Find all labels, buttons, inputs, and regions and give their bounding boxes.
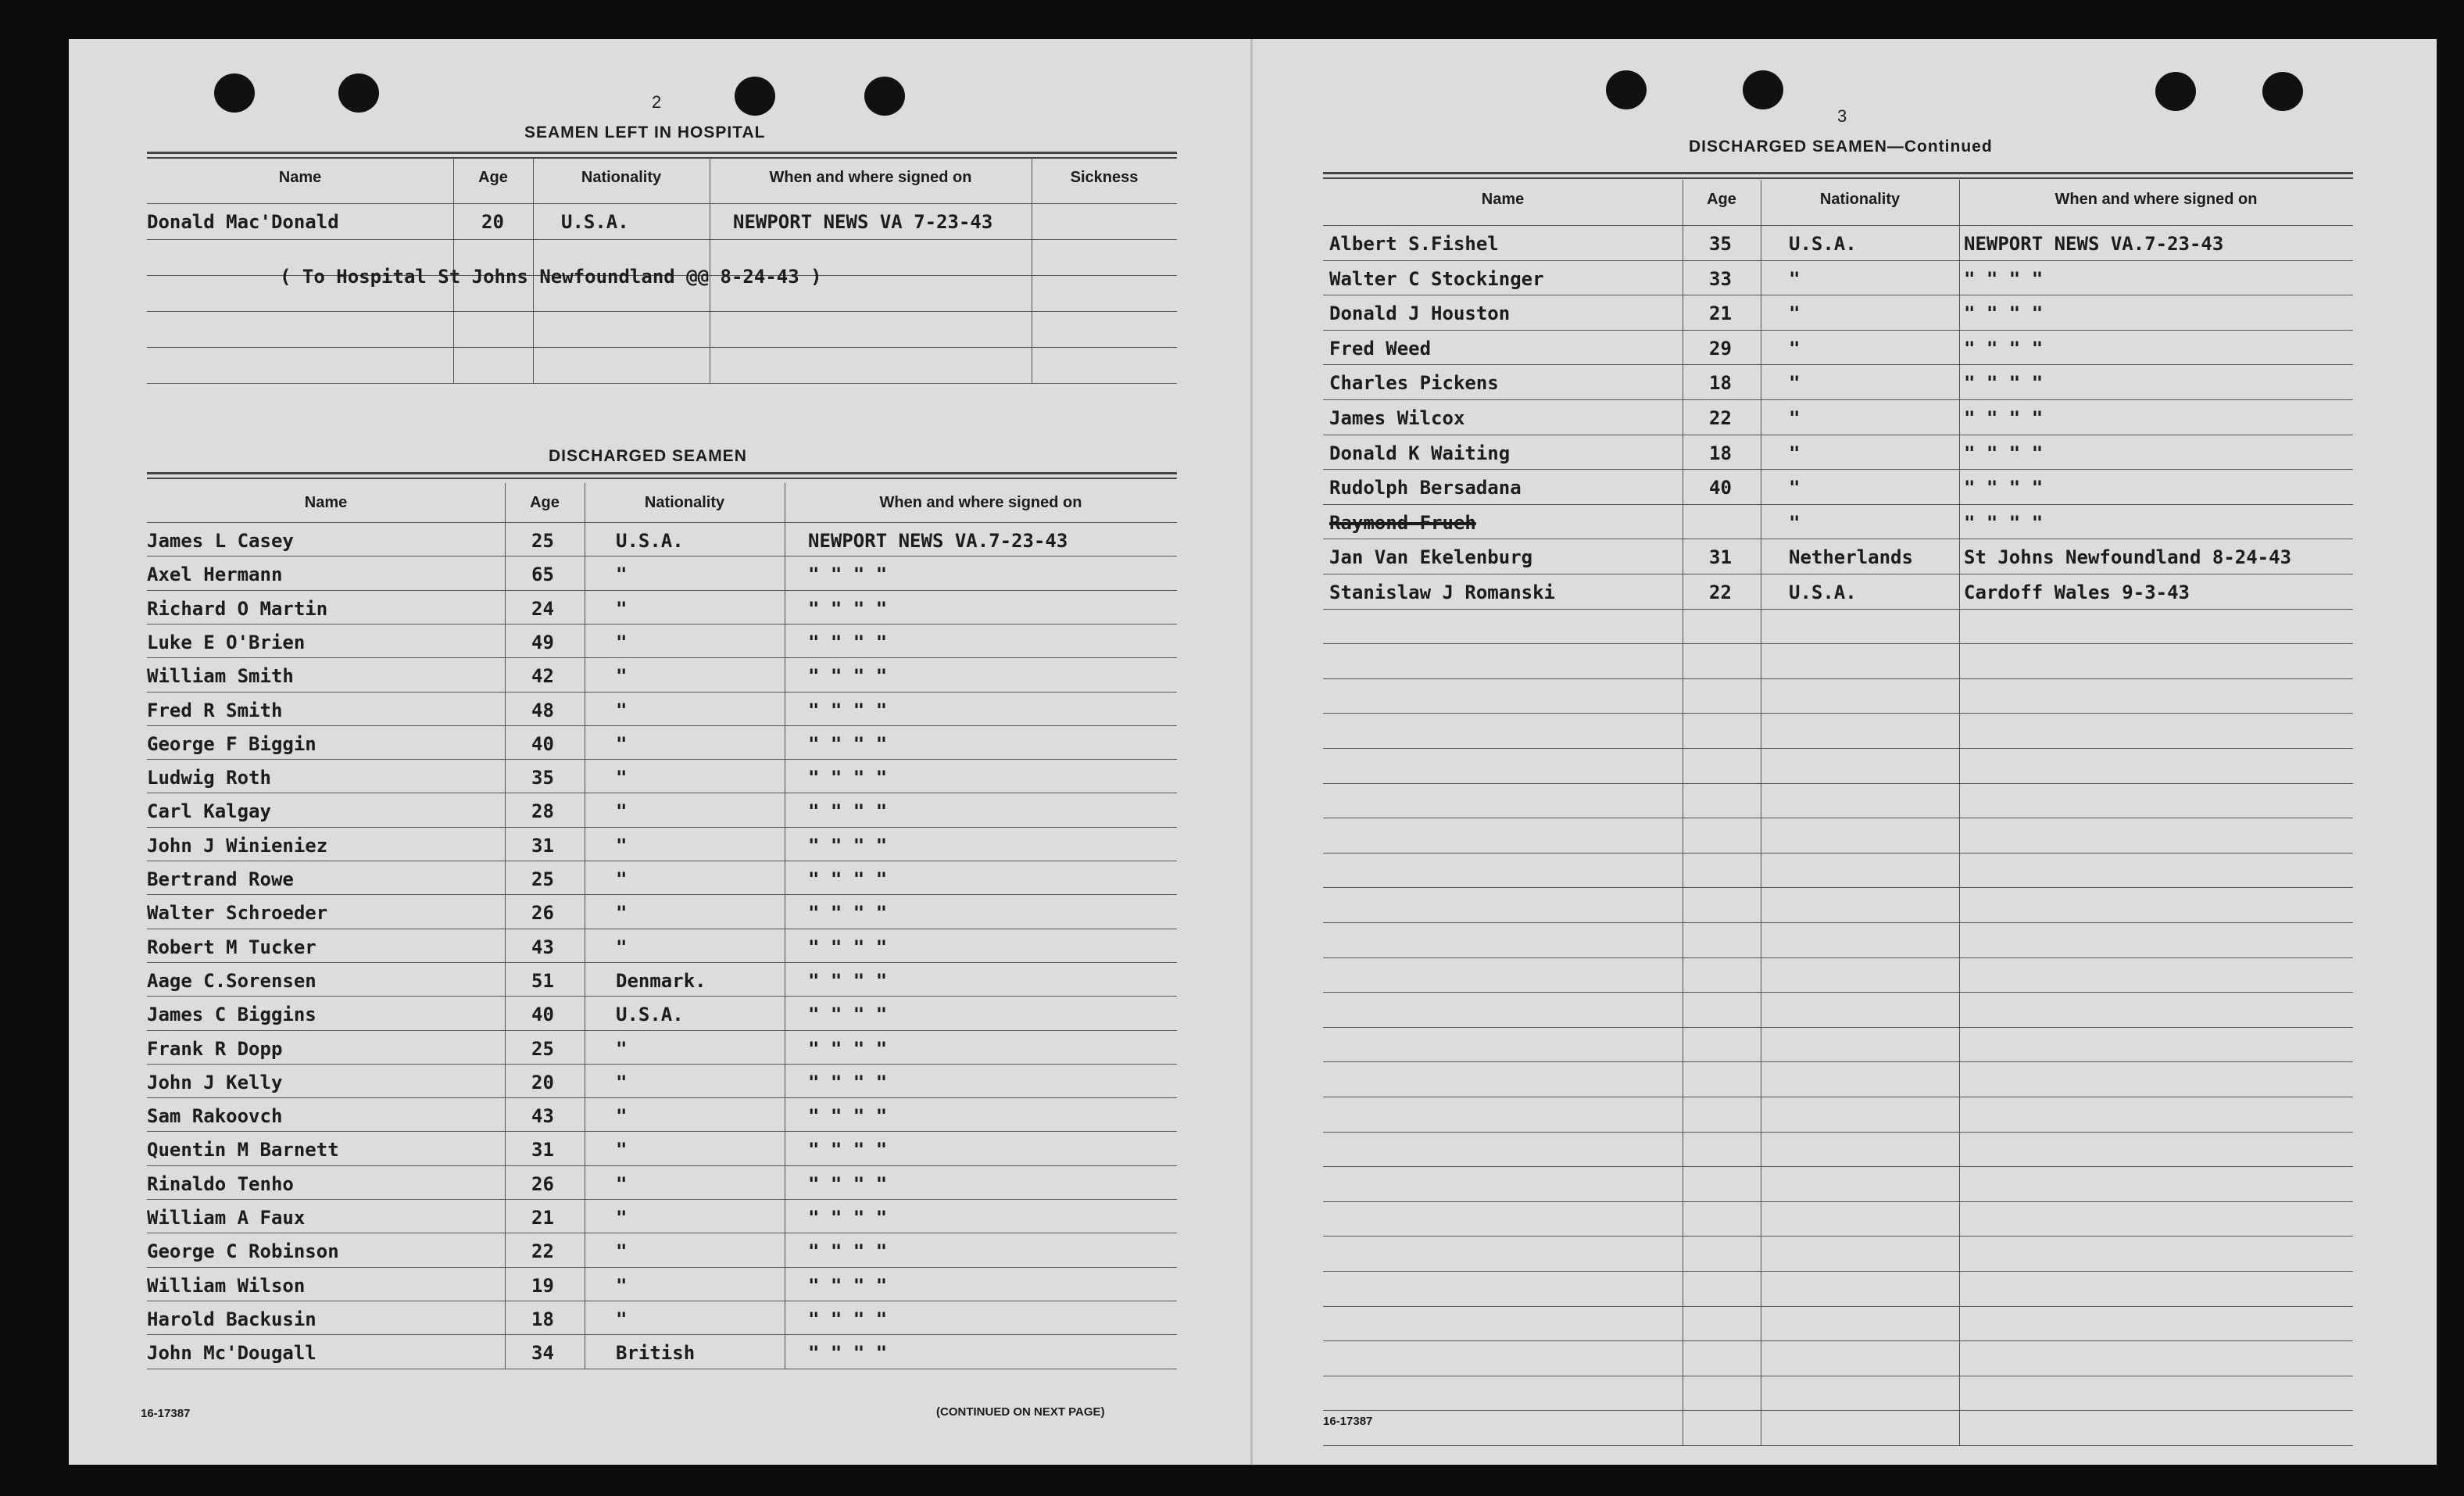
row-rule (1323, 887, 2353, 888)
cell-nationality: U.S.A. (1789, 233, 1857, 255)
cell-nationality: " (616, 665, 628, 688)
row-rule (147, 827, 1177, 828)
form-number: 16-17387 (141, 1407, 191, 1420)
cell-age: 20 (531, 1071, 554, 1093)
punch-hole-icon (214, 73, 255, 113)
discharged-section-title: DISCHARGED SEAMEN (549, 447, 747, 465)
row-rule (147, 1165, 1177, 1166)
cell-signed: " " " " (808, 1071, 888, 1093)
cell-nationality: " (616, 1071, 628, 1093)
cell-age: 22 (1709, 582, 1732, 603)
cell-signed: " " " " (808, 969, 888, 992)
row-rule (1323, 1132, 2353, 1133)
cell-age: 18 (1709, 442, 1732, 464)
cell-nationality: " (1789, 267, 1801, 290)
cell-nationality: " (616, 1172, 628, 1195)
cell-signed: " " " " (808, 732, 888, 755)
cell-age: 48 (531, 699, 554, 721)
row-rule (1323, 1201, 2353, 1202)
cell-age: 28 (531, 800, 554, 823)
cell-signed: " " " " (808, 1308, 888, 1330)
cell-age: 25 (531, 1037, 554, 1060)
page-number: 2 (652, 92, 662, 112)
cell-age: 26 (531, 1172, 554, 1195)
column-header: Age (478, 169, 508, 186)
row-rule (1323, 1306, 2353, 1307)
cell-age: 25 (531, 530, 554, 552)
cell-nationality: " (1789, 372, 1801, 395)
row-rule (147, 657, 1177, 658)
cell-age: 34 (531, 1342, 554, 1365)
cell-signed: " " " " (808, 1240, 888, 1263)
cell-name: Harold Backusin (147, 1308, 316, 1330)
cell-name: Aage C.Sorensen (147, 969, 316, 992)
cell-age: 22 (1709, 407, 1732, 429)
cell-age: 65 (531, 564, 554, 586)
cell-signed: " " " " (1964, 337, 2044, 360)
cell-age: 40 (531, 1004, 554, 1026)
row-rule (1323, 469, 2353, 470)
row-rule (1323, 748, 2353, 749)
cell-name: George C Robinson (147, 1240, 339, 1263)
cell-nationality: " (616, 564, 628, 586)
header-rule (1323, 225, 2353, 226)
cell-nationality: " (616, 699, 628, 721)
cell-signed: " " " " (1964, 372, 2044, 395)
row-rule (147, 311, 1177, 312)
continued-note: (CONTINUED ON NEXT PAGE) (936, 1405, 1105, 1419)
cell-name: Frank R Dopp (147, 1037, 283, 1060)
cell-age: 26 (531, 902, 554, 925)
cell-name: James C Biggins (147, 1004, 316, 1026)
cell-nationality: " (616, 767, 628, 789)
cell-name: John Mc'Dougall (147, 1342, 316, 1365)
cell-name: James Wilcox (1329, 407, 1465, 429)
cell-nationality: " (1789, 511, 1801, 534)
row-rule (147, 1267, 1177, 1268)
cell-name: Sam Rakoovch (147, 1105, 283, 1128)
cell-signed: " " " " (808, 597, 888, 620)
table-top-rule (147, 475, 1177, 479)
row-rule (1323, 783, 2353, 784)
cell-signed: " " " " (808, 564, 888, 586)
cell-nationality: " (1789, 302, 1801, 325)
header-rule (147, 522, 1177, 523)
cell-name: Albert S.Fishel (1329, 233, 1499, 255)
row-rule (1323, 992, 2353, 993)
cell-nationality: " (616, 1207, 628, 1229)
cell-name: Jan Van Ekelenburg (1329, 546, 1533, 569)
cell-nationality: U.S.A. (561, 211, 629, 233)
cell-signed: " " " " (1964, 442, 2044, 464)
row-rule (147, 624, 1177, 625)
cell-nationality: " (616, 1037, 628, 1060)
cell-signed: " " " " (1964, 267, 2044, 290)
row-rule (147, 239, 1177, 240)
cell-name: Charles Pickens (1329, 372, 1499, 395)
cell-age: 51 (531, 969, 554, 992)
cell-signed: " " " " (808, 936, 888, 958)
cell-name: Rudolph Bersadana (1329, 477, 1522, 499)
cell-name: William Smith (147, 665, 294, 688)
punch-hole-icon (338, 73, 379, 113)
cell-nationality: " (616, 1308, 628, 1330)
column-header: When and where signed on (769, 169, 972, 186)
cell-nationality: " (616, 1240, 628, 1263)
row-rule (147, 1199, 1177, 1200)
cell-signed: " " " " (1964, 477, 2044, 499)
cell-name: Luke E O'Brien (147, 631, 306, 653)
row-rule (147, 1030, 1177, 1031)
cell-signed: " " " " (808, 1004, 888, 1026)
row-rule (1323, 922, 2353, 923)
cell-name: Raymond Frueh (1329, 511, 1476, 534)
cell-name: Stanislaw J Romanski (1329, 582, 1555, 603)
row-rule (1323, 1410, 2353, 1411)
column-divider (505, 483, 506, 1369)
cell-age: 35 (531, 767, 554, 789)
cell-age: 29 (1709, 337, 1732, 360)
row-rule (147, 1064, 1177, 1065)
cell-age: 33 (1709, 267, 1732, 290)
cell-signed: " " " " (808, 767, 888, 789)
cell-name: Ludwig Roth (147, 767, 271, 789)
cell-name: Bertrand Rowe (147, 868, 294, 890)
row-rule (147, 894, 1177, 895)
cell-signed: Cardoff Wales 9-3-43 (1964, 582, 2190, 603)
row-rule (147, 1131, 1177, 1132)
column-header: Name (1481, 191, 1525, 208)
row-rule (147, 383, 1177, 384)
cell-signed: " " " " (808, 1342, 888, 1365)
row-rule (1323, 957, 2353, 958)
column-header: Age (530, 494, 560, 511)
row-rule (1323, 853, 2353, 854)
cell-signed: " " " " (808, 631, 888, 653)
row-rule (1323, 260, 2353, 261)
cell-age: 42 (531, 665, 554, 688)
row-rule (1323, 1236, 2353, 1237)
cell-age: 20 (481, 211, 504, 233)
column-header: Nationality (1819, 191, 1901, 208)
punch-hole-icon (2262, 72, 2303, 111)
cell-nationality: " (1789, 407, 1801, 429)
cell-age: 21 (1709, 302, 1732, 325)
cell-name: Quentin M Barnett (147, 1139, 339, 1161)
row-rule (1323, 713, 2353, 714)
cell-name: Donald J Houston (1329, 302, 1511, 325)
cell-signed: " " " " (808, 1207, 888, 1229)
cell-nationality: " (616, 800, 628, 823)
row-rule (1323, 643, 2353, 644)
cell-nationality: U.S.A. (616, 530, 684, 552)
cell-age: 18 (531, 1308, 554, 1330)
cell-nationality: " (1789, 477, 1801, 499)
cell-age: 24 (531, 597, 554, 620)
cell-age: 49 (531, 631, 554, 653)
row-rule (1323, 1061, 2353, 1062)
cell-signed: NEWPORT NEWS VA 7-23-43 (733, 211, 993, 233)
cell-age: 43 (531, 1105, 554, 1128)
cell-nationality: " (616, 1139, 628, 1161)
page-title: DISCHARGED SEAMEN—Continued (1689, 138, 1993, 156)
cell-age: 31 (531, 1139, 554, 1161)
cell-age: 31 (1709, 546, 1732, 569)
punch-hole-icon (1606, 70, 1647, 109)
hospital-note: ( To Hospital St Johns Newfoundland @@ 8-24-43 ) (280, 266, 822, 288)
row-rule (1323, 364, 2353, 365)
cell-nationality: " (1789, 337, 1801, 360)
cell-name: James L Casey (147, 530, 294, 552)
cell-age: 18 (1709, 372, 1732, 395)
row-rule (1323, 1166, 2353, 1167)
row-rule (1323, 609, 2353, 610)
row-rule (1323, 1027, 2353, 1028)
cell-name: John J Kelly (147, 1071, 283, 1093)
cell-nationality: U.S.A. (1789, 582, 1857, 603)
row-rule (147, 725, 1177, 726)
row-rule (147, 1334, 1177, 1335)
cell-nationality: " (616, 631, 628, 653)
column-header: Sickness (1070, 169, 1139, 186)
cell-signed: " " " " (808, 868, 888, 890)
row-rule (147, 759, 1177, 760)
cell-nationality: " (616, 1105, 628, 1128)
cell-name: George F Biggin (147, 732, 316, 755)
cell-signed: " " " " (808, 665, 888, 688)
cell-signed: " " " " (808, 1037, 888, 1060)
cell-signed: St Johns Newfoundland 8-24-43 (1964, 546, 2292, 569)
cell-name: Fred Weed (1329, 337, 1432, 360)
row-rule (1323, 678, 2353, 679)
column-header: Age (1707, 191, 1736, 208)
cell-age: 21 (531, 1207, 554, 1229)
cell-signed: " " " " (808, 1172, 888, 1195)
row-rule (147, 692, 1177, 693)
cell-age: 31 (531, 834, 554, 857)
cell-nationality: " (616, 868, 628, 890)
cell-nationality: Denmark. (616, 969, 706, 992)
right-page (1250, 39, 2437, 1465)
row-rule (1323, 1340, 2353, 1341)
cell-name: William A Faux (147, 1207, 306, 1229)
cell-name: Fred R Smith (147, 699, 283, 721)
table-top-rule (147, 152, 1177, 159)
cell-name: Donald K Waiting (1329, 442, 1511, 464)
row-rule (1323, 1271, 2353, 1272)
row-rule (147, 962, 1177, 963)
cell-name: Axel Hermann (147, 564, 283, 586)
cell-signed: " " " " (1964, 302, 2044, 325)
cell-nationality: " (616, 936, 628, 958)
cell-nationality: British (616, 1342, 696, 1365)
cell-signed: " " " " (808, 1274, 888, 1297)
cell-signed: NEWPORT NEWS VA.7-23-43 (808, 530, 1068, 552)
cell-age: 25 (531, 868, 554, 890)
hospital-section-title: SEAMEN LEFT IN HOSPITAL (524, 123, 766, 141)
cell-signed: " " " " (1964, 511, 2044, 534)
cell-name: Walter C Stockinger (1329, 267, 1544, 290)
cell-signed: " " " " (808, 834, 888, 857)
punch-hole-icon (735, 77, 775, 116)
cell-nationality: " (616, 732, 628, 755)
cell-age: 22 (531, 1240, 554, 1263)
row-rule (147, 996, 1177, 997)
cell-nationality: Netherlands (1789, 546, 1913, 569)
cell-signed: " " " " (808, 699, 888, 721)
column-header: When and where signed on (2055, 191, 2258, 208)
cell-nationality: " (616, 597, 628, 620)
cell-name: Donald Mac'Donald (147, 211, 339, 233)
cell-nationality: " (616, 834, 628, 857)
row-rule (147, 1097, 1177, 1098)
cell-signed: " " " " (808, 1105, 888, 1128)
left-page (69, 39, 1250, 1465)
row-rule (1323, 504, 2353, 505)
row-rule (1323, 399, 2353, 400)
cell-age: 35 (1709, 233, 1732, 255)
cell-signed: " " " " (808, 902, 888, 925)
cell-name: William Wilson (147, 1274, 306, 1297)
table-top-rule (1323, 172, 2353, 179)
row-rule (147, 590, 1177, 591)
cell-name: Richard O Martin (147, 597, 328, 620)
form-number: 16-17387 (1323, 1415, 1373, 1428)
cell-name: Carl Kalgay (147, 800, 271, 823)
cell-age: 40 (531, 732, 554, 755)
cell-signed: " " " " (1964, 407, 2044, 429)
cell-signed: " " " " (808, 800, 888, 823)
cell-name: John J Winieniez (147, 834, 328, 857)
cell-nationality: " (616, 1274, 628, 1297)
cell-name: Robert M Tucker (147, 936, 316, 958)
cell-signed: NEWPORT NEWS VA.7-23-43 (1964, 233, 2224, 255)
cell-name: Walter Schroeder (147, 902, 328, 925)
column-header: Name (304, 494, 348, 511)
row-rule (1323, 1445, 2353, 1446)
row-rule (147, 347, 1177, 348)
cell-age: 43 (531, 936, 554, 958)
cell-nationality: " (616, 902, 628, 925)
cell-nationality: U.S.A. (616, 1004, 684, 1026)
column-header: Name (278, 169, 322, 186)
cell-age: 40 (1709, 477, 1732, 499)
row-rule (1323, 330, 2353, 331)
punch-hole-icon (2155, 72, 2196, 111)
header-rule (147, 203, 1177, 204)
page-number: 3 (1837, 106, 1847, 126)
punch-hole-icon (864, 77, 905, 116)
row-rule (147, 556, 1177, 557)
cell-age: 19 (531, 1274, 554, 1297)
cell-nationality: " (1789, 442, 1801, 464)
column-header: When and where signed on (879, 494, 1082, 511)
cell-name: Rinaldo Tenho (147, 1172, 294, 1195)
punch-hole-icon (1743, 70, 1783, 109)
cell-signed: " " " " (808, 1139, 888, 1161)
column-header: Nationality (644, 494, 725, 511)
column-header: Nationality (581, 169, 662, 186)
column-divider (1959, 180, 1960, 1445)
